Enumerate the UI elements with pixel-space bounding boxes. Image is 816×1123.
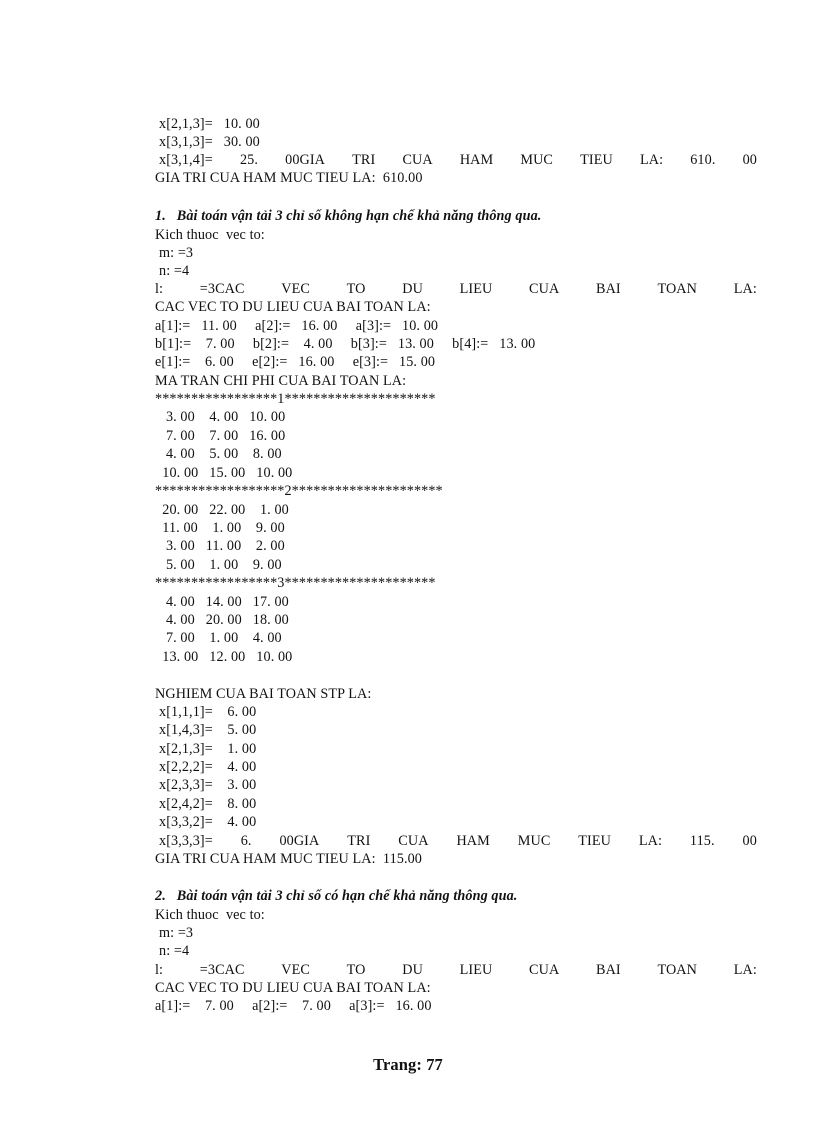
matrix-row: 5. 00 1. 00 9. 00 (155, 557, 282, 573)
vector-a: a[1]:= 11. 00 a[2]:= 16. 00 a[3]:= 10. 00 (155, 318, 439, 334)
token: HAM (456, 833, 490, 849)
solution-line: x[2,2,2]= 4. 00 (159, 759, 257, 775)
token: VEC (281, 281, 310, 297)
token: TOAN (657, 281, 698, 297)
justified-line (155, 280, 757, 298)
star-separator: *****************1********************* (155, 391, 436, 407)
token: LA: (733, 281, 757, 297)
matrix-row: 4. 00 14. 00 17. 00 (155, 594, 289, 610)
solution-line: x[3,1,3]= 30. 00 (159, 134, 260, 150)
token: 00GIA (279, 833, 320, 849)
matrix-row: 7. 00 7. 00 16. 00 (155, 428, 286, 444)
matrix-row: 11. 00 1. 00 9. 00 (155, 520, 285, 536)
token: LA: (638, 833, 663, 849)
star-separator: *****************3********************* (155, 575, 436, 591)
star-separator: ******************2********************* (155, 483, 443, 499)
matrix-row: 3. 00 4. 00 10. 00 (155, 409, 286, 425)
token: BAI (596, 281, 621, 297)
matrix-row: 4. 00 5. 00 8. 00 (155, 446, 282, 462)
token: x[3,3,3]= (159, 833, 213, 849)
token: LIEU (459, 962, 493, 978)
matrix-row: 3. 00 11. 00 2. 00 (155, 538, 285, 554)
section-heading: 2. Bài toán vận tải 3 chỉ số có hạn chế khả năng thông qua. (155, 888, 518, 904)
token: BAI (596, 962, 621, 978)
matrix-row: 13. 00 12. 00 10. 00 (155, 649, 293, 665)
token: 6. (240, 833, 252, 849)
token: 610. (690, 152, 716, 168)
token: LIEU (459, 281, 493, 297)
token: CUA (398, 833, 429, 849)
token: DU (402, 962, 423, 978)
token: DU (402, 281, 423, 297)
token: VEC (281, 962, 310, 978)
text-line: Kich thuoc vec to: (155, 227, 265, 243)
token: LA: (733, 962, 757, 978)
text-line: CAC VEC TO DU LIEU CUA BAI TOAN LA: (155, 299, 431, 315)
token: CUA (529, 962, 560, 978)
solution-line: x[2,3,3]= 3. 00 (159, 777, 257, 793)
token: 115. (689, 833, 715, 849)
token: TOAN (657, 962, 698, 978)
text-line: MA TRAN CHI PHI CUA BAI TOAN LA: (155, 373, 407, 389)
token: 25. (239, 152, 258, 168)
token: TO (346, 962, 366, 978)
vector-a: a[1]:= 7. 00 a[2]:= 7. 00 a[3]:= 16. 00 (155, 998, 432, 1014)
justified-line (159, 151, 757, 169)
token: HAM (459, 152, 494, 168)
token: =3CAC (199, 962, 245, 978)
text-line: m: =3 (159, 925, 194, 941)
matrix-row: 10. 00 15. 00 10. 00 (155, 465, 293, 481)
solution-line: x[1,1,1]= 6. 00 (159, 704, 257, 720)
text-line: Kich thuoc vec to: (155, 907, 265, 923)
token: 00GIA (285, 152, 326, 168)
token: MUC (517, 833, 551, 849)
token: CUA (529, 281, 560, 297)
text-line: m: =3 (159, 245, 194, 261)
vector-b: b[1]:= 7. 00 b[2]:= 4. 00 b[3]:= 13. 00 b[4]:= 13. 00 (155, 336, 536, 352)
text-line: NGHIEM CUA BAI TOAN STP LA: (155, 686, 372, 702)
token: CUA (402, 152, 433, 168)
matrix-row: 20. 00 22. 00 1. 00 (155, 502, 289, 518)
justified-line (159, 832, 757, 850)
token: l: (155, 281, 164, 297)
text-line: n: =4 (159, 943, 190, 959)
matrix-row: 7. 00 1. 00 4. 00 (155, 630, 282, 646)
objective-total: GIA TRI CUA HAM MUC TIEU LA: 610.00 (155, 170, 423, 186)
token: TIEU (580, 152, 613, 168)
token: 00 (742, 152, 757, 168)
token: TRI (352, 152, 376, 168)
text-line: CAC VEC TO DU LIEU CUA BAI TOAN LA: (155, 980, 431, 996)
objective-total: GIA TRI CUA HAM MUC TIEU LA: 115.00 (155, 851, 422, 867)
solution-line: x[1,4,3]= 5. 00 (159, 722, 257, 738)
token: TRI (347, 833, 371, 849)
solution-line: x[2,1,3]= 10. 00 (159, 116, 260, 132)
solution-line: x[2,4,2]= 8. 00 (159, 796, 257, 812)
token: x[3,1,4]= (159, 152, 213, 168)
vector-e: e[1]:= 6. 00 e[2]:= 16. 00 e[3]:= 15. 00 (155, 354, 436, 370)
page-number: Trang: 77 (373, 1055, 443, 1074)
token: =3CAC (199, 281, 245, 297)
token: 00 (742, 833, 757, 849)
text-line: n: =4 (159, 263, 190, 279)
solution-line: x[2,1,3]= 1. 00 (159, 741, 257, 757)
token: MUC (520, 152, 553, 168)
justified-line (155, 961, 757, 979)
token: l: (155, 962, 164, 978)
token: LA: (639, 152, 664, 168)
token: TO (346, 281, 366, 297)
section-heading: 1. Bài toán vận tải 3 chỉ số không hạn chế khả năng thông qua. (155, 208, 542, 224)
solution-line: x[3,3,2]= 4. 00 (159, 814, 257, 830)
token: TIEU (578, 833, 611, 849)
matrix-row: 4. 00 20. 00 18. 00 (155, 612, 289, 628)
